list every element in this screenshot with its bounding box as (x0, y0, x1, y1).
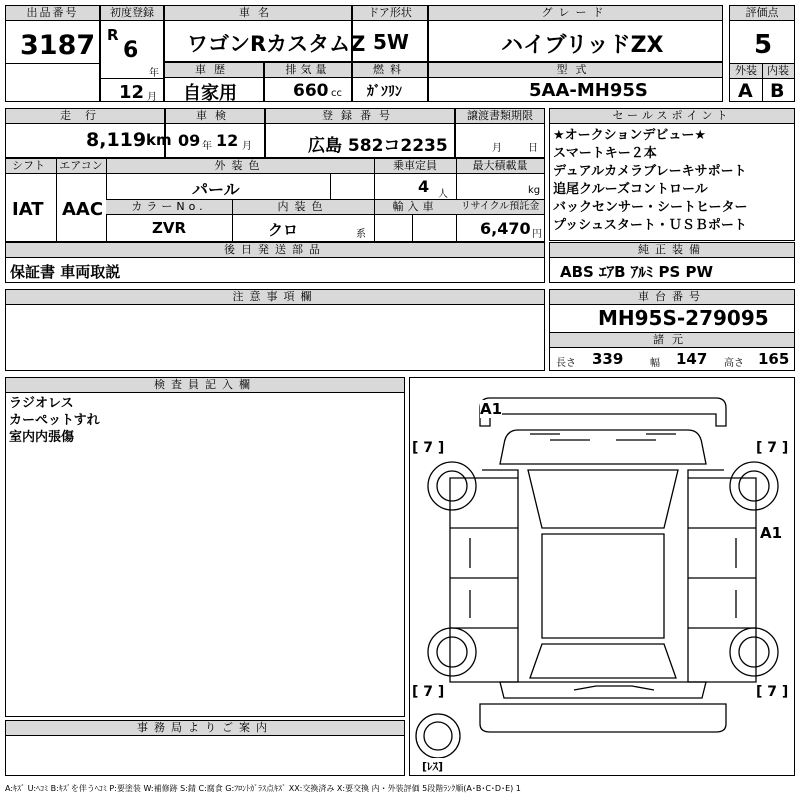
equipment: ABS ｴｱB ｱﾙﾐ PS PW (560, 263, 714, 281)
fuel: ｶﾞｿﾘﾝ (367, 84, 402, 100)
height: 165 (758, 350, 790, 368)
later-parts-box: 後日発送部品 保証書 車両取説 (5, 242, 545, 283)
first-reg-label: 初度登録 (101, 6, 163, 21)
sales-points-box: セールスポイント ★オークションデビュー★ スマートキー２本 デュアルカメラブレーキサポート 追尾クルーズコントロール バックセンサー・シートヒーター プッシュスタート・ＵＳＢポート (549, 108, 795, 241)
mark-a1-right: A1 (760, 524, 783, 542)
equipment-box: 純正装備 ABS ｴｱB ｱﾙﾐ PS PW (549, 242, 795, 283)
aircon-value: AAC (62, 199, 104, 220)
history-box: 車歴 自家用 (164, 62, 264, 102)
tire-rear-left: [ 7 ] (412, 684, 445, 700)
sales-point-line: バックセンサー・シートヒーター (553, 200, 748, 215)
mileage-box: 走行 8,119 km (5, 108, 165, 158)
sales-point-line: スマートキー２本 (553, 146, 657, 161)
car-name: ワゴンRカスタムZ (187, 32, 366, 56)
chassis-box: 車台番号 MH95S-279095 諸元 長さ 339 幅 147 高さ 165 (549, 289, 795, 371)
car-outline (410, 378, 794, 775)
notes-box: 注意事項欄 (5, 289, 545, 371)
tire-front-left: [ 7 ] (412, 440, 445, 456)
tire-rear-right: [ 7 ] (756, 684, 789, 700)
width: 147 (676, 350, 708, 368)
inspection-month: 12 (216, 131, 239, 150)
mark-a1-front: A1 (480, 400, 503, 418)
later-parts: 保証書 車両取説 (10, 263, 121, 281)
sales-point-line: デュアルカメラブレーキサポート (553, 164, 747, 179)
displacement-box: 排気量 660 cc (264, 62, 352, 102)
door-box: ドア形状 5W (352, 5, 428, 62)
plate-box: 登録番号 広島 582コ2235 (265, 108, 455, 158)
color-number: ZVR (152, 219, 187, 237)
transfer-box: 譲渡書類期限 月 日 (455, 108, 545, 158)
tire-front-right: [ 7 ] (756, 440, 789, 456)
lot-label: 出品番号 (6, 6, 99, 21)
door-type: 5W (373, 30, 409, 54)
spare-tire-mark: [ﾚｽ] (422, 760, 444, 773)
sales-point-line: ★オークションデビュー★ (553, 128, 707, 143)
interior-color: クロ (268, 221, 299, 239)
car-name-box: 車名 ワゴンRカスタムZ (164, 5, 352, 62)
lot-box (5, 5, 100, 102)
grade: ハイブリッドZX (501, 33, 664, 58)
first-reg-year: 6 (123, 38, 139, 63)
car-history: 自家用 (183, 83, 237, 104)
plate-number: 広島 582コ2235 (308, 136, 448, 156)
inspection-year: 09 (178, 131, 201, 150)
interior-score: B (770, 80, 785, 102)
office-box: 事務局よりご案内 (5, 720, 405, 776)
legend: A:ｷｽﾞ U:ﾍｺﾐ B:ｷｽﾞを伴うﾍｺﾐ P:要塗装 W:補修跡 S:錆 C:腐食 G:ﾌﾛﾝﾄｶﾞﾗｽ点ｷｽﾞ XX:交換済み X:要交換 内・外装評価 5段階ﾗﾝｸ順(A･B･C･D･E) 1 (5, 784, 521, 793)
inspector-note-line: カーペットすれ (9, 413, 100, 428)
grade-box: グレード ハイブリッドZX (428, 5, 723, 62)
model-code: 5AA-MH95S (529, 80, 648, 101)
exterior-score: A (738, 80, 753, 102)
sales-point-line: 追尾クルーズコントロール (553, 182, 708, 197)
inspector-note-line: ラジオレス (9, 396, 74, 411)
fuel-box: 燃料 ｶﾞｿﾘﾝ (352, 62, 428, 102)
displacement: 660 (293, 81, 329, 101)
first-reg-box: 初度登録 R 6 年 12 月 (100, 5, 164, 102)
first-reg-era: R (107, 26, 119, 44)
inspector-note-line: 室内内張傷 (9, 430, 75, 445)
overall-score: 5 (754, 30, 773, 60)
recycle-fee: 6,470 (480, 219, 531, 238)
mileage: 8,119 (86, 129, 147, 151)
chassis-number: MH95S-279095 (598, 306, 769, 330)
length: 339 (592, 350, 624, 368)
capacity-value: 4 (418, 177, 430, 196)
inspection-box: 車検 09 年 12 月 (165, 108, 265, 158)
color-value: パール (192, 180, 240, 199)
damage-diagram (409, 377, 795, 776)
lot-number: 3187 (20, 30, 96, 61)
inspector-box: 検査員記入欄 ラジオレス カーペットすれ 室内内張傷 (5, 377, 405, 717)
shift-value: IAT (12, 199, 44, 220)
sales-point-line: プッシュスタート・ＵＳＢポート (553, 218, 747, 233)
spec-box: シフト エアコン 外装色 乗車定員 最大積載量 IAT AAC パール 4 人 kg カラーNo. 内装色 輸入車 リサイクル預託金 ZVR クロ 系 6,470 円 (5, 158, 545, 242)
model-box: 型式 5AA-MH95S (428, 62, 723, 102)
score-box: 評価点 5 外装 内装 A B (729, 5, 795, 102)
first-reg-month: 12 (119, 82, 145, 103)
